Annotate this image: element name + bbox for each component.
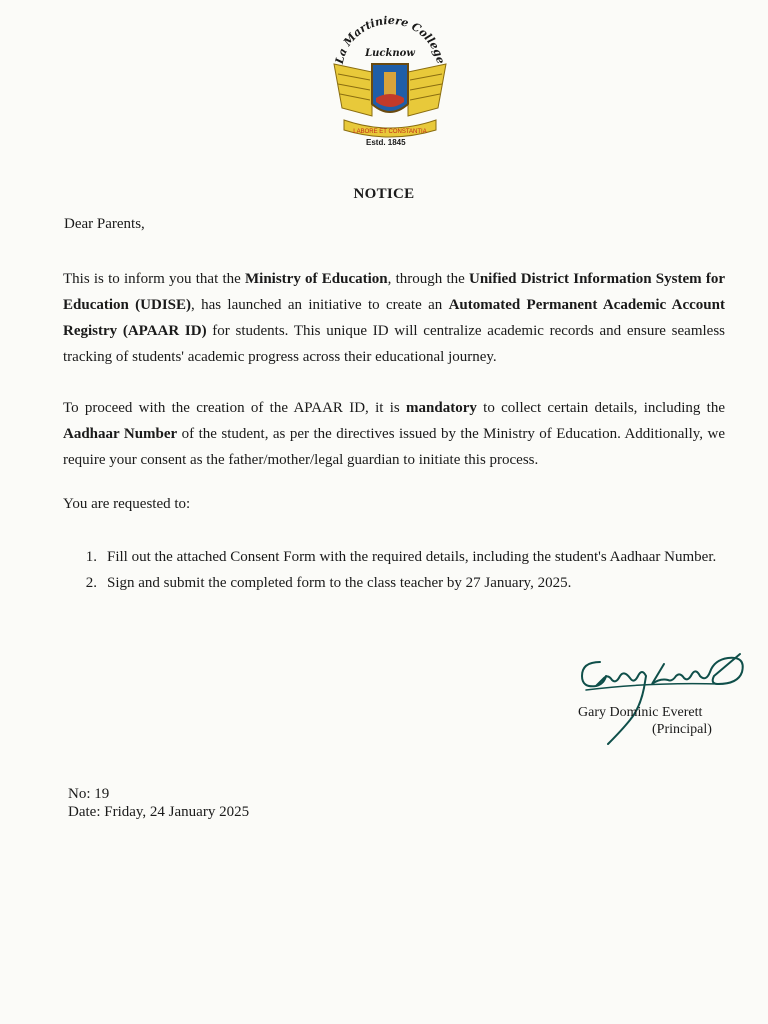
p2-bold-aadhaar: Aadhaar Number bbox=[63, 426, 178, 442]
p1-text-4: for students. This unique ID will centralize academic records and ensure seamless tracking of students' academic progress across their educational journey. bbox=[63, 323, 725, 365]
salutation: Dear Parents, bbox=[64, 216, 145, 232]
notice-date: Date: Friday, 24 January 2025 bbox=[68, 804, 250, 820]
p1-text-1: This is to inform you that the bbox=[63, 271, 245, 287]
p1-text-2: , through the bbox=[387, 271, 469, 287]
p1-bold-udise: Unified District Information System for Education (UDISE) bbox=[63, 271, 725, 313]
list-item bbox=[63, 544, 725, 570]
step-text: Sign and submit the completed form to the class teacher by 27 January, 2025. bbox=[107, 575, 572, 591]
p2-bold-mandatory: mandatory bbox=[406, 400, 477, 416]
step-number: 2. bbox=[85, 575, 97, 591]
list-item bbox=[63, 570, 725, 596]
signatory-name: Gary Dominic Everett bbox=[578, 705, 703, 720]
p2-text-1: To proceed with the creation of the APAAR ID, it is bbox=[63, 400, 407, 416]
p1-bold-ministry: Ministry of Education bbox=[245, 271, 388, 287]
crest-arc-text: La Martiniere College bbox=[332, 13, 448, 66]
p1-bold-apaar: Automated Permanent Academic Account Registry (APAAR ID) bbox=[63, 297, 725, 339]
step-number: 1. bbox=[85, 549, 97, 565]
steps-list bbox=[63, 544, 725, 596]
p2-text-3: of the student, as per the directives issued by the Ministry of Education. Additionally, we require your consent as the father/mother/legal guardian to initiate this process. bbox=[63, 426, 725, 468]
p1-text-3: , has launched an initiative to create an bbox=[191, 297, 449, 313]
signatory-role: (Principal) bbox=[652, 722, 712, 737]
established-caption: Estd. 1845 bbox=[366, 138, 406, 147]
request-intro: You are requested to: bbox=[63, 496, 191, 512]
crest-city: Lucknow bbox=[365, 48, 415, 59]
notice-title: NOTICE bbox=[353, 186, 415, 202]
step-text: Fill out the attached Consent Form with the required details, including the student's Aadhaar Number. bbox=[107, 549, 717, 565]
notice-number: No: 19 bbox=[68, 786, 110, 802]
p2-text-2: to collect certain details, including the bbox=[476, 400, 725, 416]
college-crest-icon bbox=[320, 12, 460, 152]
paragraph-apaar-intro bbox=[63, 266, 725, 370]
crest-motto: LABORE ET CONSTANTIA bbox=[353, 129, 427, 135]
paragraph-aadhaar-consent bbox=[63, 395, 725, 473]
